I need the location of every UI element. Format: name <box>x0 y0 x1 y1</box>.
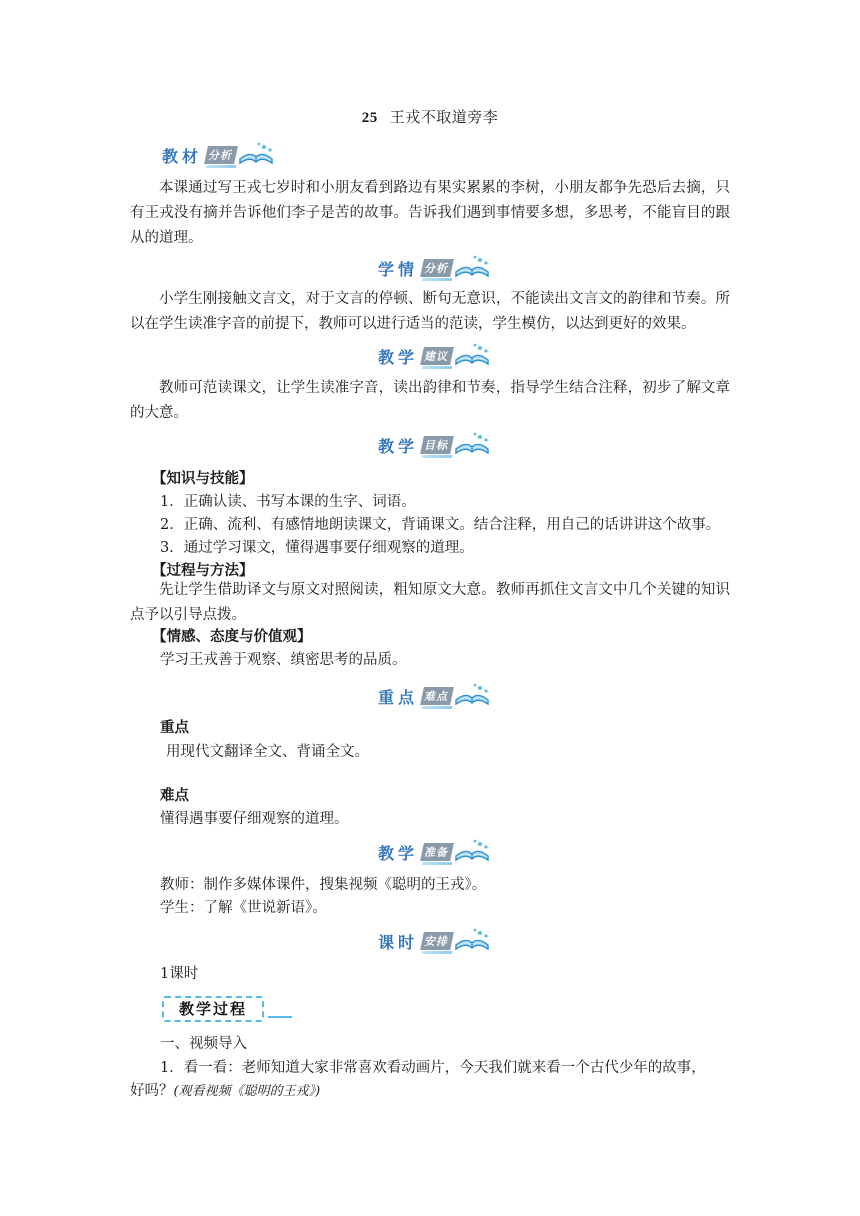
material-paragraph: 本课通过写王戎七岁时和小朋友看到路边有果实累累的李树，小朋友都争先恐后去摘，只有王戎没有摘并告诉他们李子是苦的故事。告诉我们遇到事情要多想，多思考，不能盲目的跟从的道理。 <box>130 180 730 246</box>
step-text: 1．看一看：老师知道大家非常喜欢看动画片，今天我们就来看一个古代少年的故事， <box>160 1060 706 1076</box>
section-header-goals <box>378 431 494 459</box>
key-text: 用现代文翻译全文、背诵全文。 <box>166 744 369 760</box>
section-header-preparation <box>378 838 494 866</box>
lesson-title: 王戎不取道旁李 <box>389 108 499 126</box>
section-header-schedule <box>378 927 494 955</box>
process-paragraph: 先让学生借助译文与原文对照阅读，粗知原文大意。教师再抓住文言文中几个关键的知识点予以引导点拨。 <box>130 582 730 623</box>
section-header-material <box>162 141 278 169</box>
learning-paragraph: 小学生刚接触文言文，对于文言的停顿、断句无意识，不能读出文言文的韵律和节奏。所以在学生读准字音的前提下，教师可以进行适当的范读，学生模仿，以达到更好的效果。 <box>130 291 730 332</box>
header-main-text: 教材 <box>162 146 203 166</box>
label-underline <box>268 1016 292 1018</box>
difficult-text: 懂得遇事要仔细观察的道理。 <box>160 811 349 827</box>
key-label: 重点 <box>160 719 189 736</box>
difficult-label: 难点 <box>160 787 189 804</box>
preparation-student: 学生：了解《世说新语》。 <box>160 900 327 916</box>
lesson-number: 25 <box>361 110 378 126</box>
step-note: (观看视频《聪明的王戎》) <box>173 1084 321 1099</box>
open-book-icon <box>450 431 494 459</box>
header-main-text: 教学 <box>378 436 419 456</box>
header-sub-text: 安排 <box>420 932 454 950</box>
header-main-text: 课时 <box>378 932 419 952</box>
open-book-icon <box>234 141 278 169</box>
process-heading: 【过程与方法】 <box>152 562 254 579</box>
open-book-icon <box>450 927 494 955</box>
open-book-icon <box>450 254 494 282</box>
knowledge-item: 1．正确认读、书写本课的生字、词语。 <box>160 494 416 510</box>
open-book-icon <box>450 342 494 370</box>
step-text-end: 好吗？ <box>130 1083 174 1099</box>
header-main-text: 教学 <box>378 843 419 863</box>
knowledge-heading: 【知识与技能】 <box>152 470 254 487</box>
section-header-learning <box>378 254 494 282</box>
knowledge-item: 3．通过学习课文，懂得遇事要仔细观察的道理。 <box>160 540 474 556</box>
header-sub-text: 目标 <box>420 436 454 454</box>
preparation-teacher: 教师：制作多媒体课件，搜集视频《聪明的王戎》。 <box>160 877 487 893</box>
step-text-continued <box>130 1079 320 1100</box>
page-title <box>0 106 860 127</box>
step-title: 一、视频导入 <box>160 1036 247 1052</box>
schedule-text: 1课时 <box>160 966 199 982</box>
header-sub-text: 分析 <box>420 259 454 277</box>
teaching-process-label: 教学过程 <box>162 996 264 1022</box>
open-book-icon <box>450 682 494 710</box>
section-header-suggestion <box>378 342 494 370</box>
header-main-text: 重点 <box>378 687 419 707</box>
header-sub-text: 准备 <box>420 843 454 861</box>
open-book-icon <box>450 838 494 866</box>
section-header-key-points <box>378 682 494 710</box>
header-main-text: 教学 <box>378 347 419 367</box>
header-main-text: 学情 <box>378 259 419 279</box>
emotion-text: 学习王戎善于观察、缜密思考的品质。 <box>160 652 407 668</box>
header-sub-text: 建议 <box>420 347 454 365</box>
header-sub-text: 难点 <box>420 687 454 705</box>
header-sub-text: 分析 <box>204 146 238 164</box>
emotion-heading: 【情感、态度与价值观】 <box>152 628 312 645</box>
knowledge-item: 2．正确、流利、有感情地朗读课文，背诵课文。结合注释，用自己的话讲讲这个故事。 <box>160 517 721 533</box>
suggestion-paragraph: 教师可范读课文，让学生读准字音，读出韵律和节奏，指导学生结合注释，初步了解文章的大意。 <box>130 380 730 421</box>
